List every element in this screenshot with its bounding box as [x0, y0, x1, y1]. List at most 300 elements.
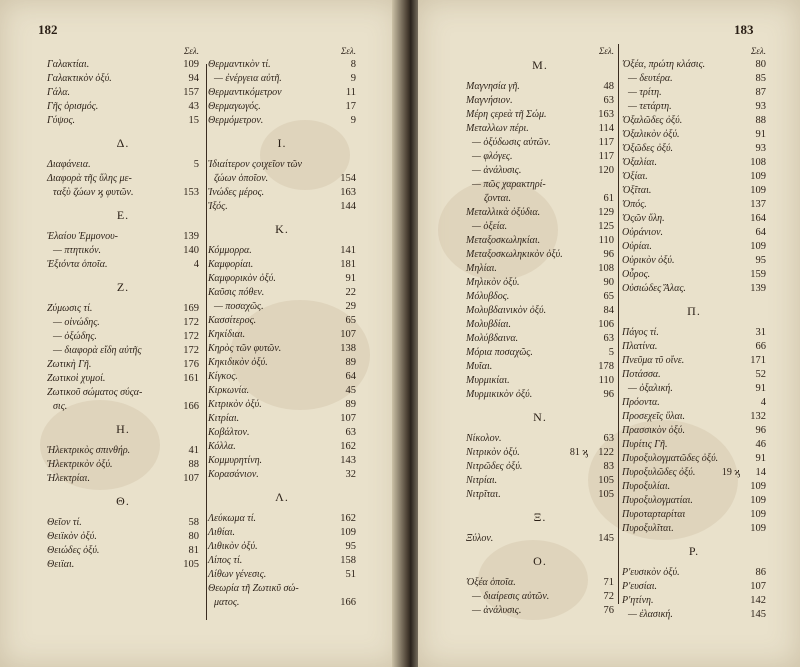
entry-page-number: 95	[755, 255, 766, 266]
entry-term: Ὀςῶν ὕλη.	[622, 213, 665, 224]
entry-term: Καμφορίαι.	[208, 259, 254, 270]
entry-page-number: 76	[603, 605, 614, 616]
section-letter: Ξ.	[533, 510, 547, 524]
entry-term: Γαλακτίαι.	[47, 59, 90, 70]
entry-page-number: 72	[603, 591, 614, 602]
entry-page-number: 41	[188, 445, 199, 456]
index-entry	[622, 184, 766, 198]
entry-page-number: 85	[755, 73, 766, 84]
index-entry	[622, 326, 766, 340]
column-rule	[618, 44, 619, 604]
index-entry	[622, 212, 766, 226]
entry-page-number: 178	[598, 361, 614, 372]
index-entry	[208, 512, 356, 526]
index-entry	[622, 86, 766, 100]
entry-page-number: 52	[755, 369, 766, 380]
index-entry	[208, 596, 356, 610]
entry-term: ταξὺ ζώων ϗ φυτῶν.	[53, 187, 134, 198]
index-entry	[622, 522, 766, 536]
entry-extra-page: 19 ϗ	[721, 467, 740, 478]
index-column	[47, 44, 199, 572]
spacer	[208, 150, 356, 158]
entry-page-number: 32	[345, 469, 356, 480]
entry-page-number: 89	[345, 357, 356, 368]
index-entry	[466, 94, 614, 108]
entry-term: Κηκιδικὸν ὀξύ.	[208, 357, 268, 368]
entry-term: Θεωρία τῆ Ζωτικῦ σώ-	[208, 583, 299, 594]
index-entry	[208, 244, 356, 258]
index-entry	[622, 142, 766, 156]
index-entry	[466, 388, 614, 402]
entry-term: Μαγνησία γῆ.	[466, 81, 520, 92]
entry-term: — ἐνέργεια αὐτῆ.	[214, 73, 282, 84]
index-entry	[47, 230, 199, 244]
index-entry	[622, 268, 766, 282]
index-entry	[208, 540, 356, 554]
entry-term: Πάγος τί.	[622, 327, 659, 338]
entry-term: Γῆς ὁρισμός.	[47, 101, 99, 112]
index-entry	[622, 198, 766, 212]
column-header: Σελ.	[340, 46, 356, 56]
entry-term: Ἐλαίου Ἐμμονου-	[47, 231, 119, 242]
entry-term: Λίπος τί.	[208, 555, 243, 566]
entry-page-number: 63	[603, 95, 614, 106]
entry-page-number: 22	[345, 287, 356, 298]
entry-page-number: 140	[183, 245, 199, 256]
spacer	[47, 128, 199, 136]
entry-page-number: 162	[340, 513, 356, 524]
index-entry	[47, 386, 199, 400]
index-entry	[208, 72, 356, 86]
index-entry	[622, 580, 766, 594]
entry-page-number: 166	[183, 401, 199, 412]
entry-page-number: 129	[598, 207, 614, 218]
entry-page-number: 109	[183, 59, 199, 70]
index-entry	[47, 516, 199, 530]
entry-term: Ὀξίαι.	[622, 171, 648, 182]
entry-term: Ἠλεκτρικὸς σπινθήρ.	[47, 445, 131, 456]
entry-term: Ὀξῶδες ὀξύ.	[622, 143, 674, 154]
entry-page-number: 107	[750, 581, 766, 592]
entry-page-number: 166	[340, 597, 356, 608]
column-header: Σελ.	[598, 46, 614, 56]
index-entry	[47, 114, 199, 128]
entry-term: — πτητικόν.	[53, 245, 102, 256]
index-entry	[622, 128, 766, 142]
entry-page-number: 159	[750, 269, 766, 280]
index-entry	[208, 258, 356, 272]
entry-term: Νίκολον.	[466, 433, 502, 444]
spacer	[208, 214, 356, 222]
index-entry	[466, 276, 614, 290]
page-number: 182	[38, 22, 58, 37]
entry-page-number: 107	[340, 329, 356, 340]
entry-page-number: 143	[340, 455, 356, 466]
index-entry	[466, 332, 614, 346]
spacer	[466, 502, 614, 510]
spacer	[47, 414, 199, 422]
index-entry	[47, 530, 199, 544]
index-entry	[208, 412, 356, 426]
entry-term: Θεῖον τί.	[47, 517, 82, 528]
index-entry	[466, 108, 614, 122]
entry-term: Θερμαντικόμετρον	[208, 87, 282, 98]
index-entry	[208, 186, 356, 200]
section-letter: Θ.	[116, 494, 130, 508]
index-entry	[466, 576, 614, 590]
index-entry	[466, 80, 614, 94]
entry-page-number: 51	[345, 569, 356, 580]
entry-page-number: 137	[750, 199, 766, 210]
entry-page-number: 91	[755, 129, 766, 140]
entry-page-number: 108	[750, 157, 766, 168]
index-entry	[466, 220, 614, 234]
section-letter: Ρ.	[688, 544, 700, 558]
index-entry	[208, 328, 356, 342]
entry-page-number: 171	[750, 355, 766, 366]
spacer	[47, 272, 199, 280]
index-entry	[47, 316, 199, 330]
section-letter: Λ.	[275, 490, 289, 504]
entry-page-number: 63	[603, 433, 614, 444]
entry-page-number: 63	[603, 333, 614, 344]
entry-page-number: 46	[755, 439, 766, 450]
entry-page-number: 157	[183, 87, 199, 98]
index-entry	[466, 474, 614, 488]
index-entry	[47, 86, 199, 100]
entry-term: Ρ'ητίνη.	[622, 595, 654, 606]
entry-page-number: 14	[755, 467, 766, 478]
index-entry	[622, 240, 766, 254]
entry-term: Νιτρῖται.	[466, 489, 501, 500]
index-entry	[47, 544, 199, 558]
entry-page-number: 86	[755, 567, 766, 578]
spacer	[208, 236, 356, 244]
entry-page-number: 84	[603, 305, 614, 316]
entry-page-number: 125	[598, 221, 614, 232]
index-entry	[208, 300, 356, 314]
entry-term: Πυροταρταρίται	[622, 509, 686, 520]
entry-term: Διαφάνεια.	[47, 159, 91, 170]
index-entry	[466, 346, 614, 360]
entry-term: Θερμόμετρον.	[208, 115, 264, 126]
index-entry	[47, 458, 199, 472]
index-entry	[208, 582, 356, 596]
entry-page-number: 110	[598, 375, 614, 386]
spacer	[466, 424, 614, 432]
entry-term: Πυροξυλίαι.	[622, 481, 671, 492]
entry-term: Ἰξός.	[208, 201, 228, 212]
index-entry	[466, 374, 614, 388]
right-page	[418, 0, 800, 667]
entry-term: Κοβάλτον.	[208, 427, 250, 438]
column-header: Σελ.	[750, 46, 766, 56]
entry-page-number: 31	[755, 327, 766, 338]
entry-page-number: 48	[603, 81, 614, 92]
entry-term: Μηλίαι.	[466, 263, 497, 274]
spacer	[47, 150, 199, 158]
index-entry	[466, 178, 614, 192]
entry-term: Ρ'ευσίαι.	[622, 581, 658, 592]
entry-term: ματος.	[214, 597, 240, 608]
entry-term: Κόλλα.	[208, 441, 236, 452]
entry-page-number: 138	[340, 343, 356, 354]
entry-term: Οὐράνιον.	[622, 227, 664, 238]
index-entry	[208, 426, 356, 440]
entry-page-number: 71	[603, 577, 614, 588]
entry-term: Προσεχεῖς ὕλαι.	[622, 411, 686, 422]
index-entry	[466, 604, 614, 618]
entry-page-number: 91	[755, 383, 766, 394]
entry-term: Οὖρος.	[622, 269, 651, 280]
entry-page-number: 153	[183, 187, 199, 198]
entry-page-number: 29	[345, 301, 356, 312]
entry-page-number: 91	[755, 453, 766, 464]
entry-page-number: 64	[755, 227, 766, 238]
entry-extra-page: 81 ϗ	[569, 447, 588, 458]
entry-page-number: 94	[188, 73, 199, 84]
entry-term: Ὀξαλικὸν ὀξύ.	[622, 129, 680, 140]
entry-term: Ἐξιόντα ὁποῖα.	[47, 259, 108, 270]
entry-term: Μαγνήσιον.	[466, 95, 513, 106]
entry-term: Μολύβδαινα.	[466, 333, 519, 344]
entry-term: Θειϊκὸν ὀξύ.	[47, 531, 97, 542]
index-entry	[47, 372, 199, 386]
entry-term: Ζωτικὴ Γῆ.	[47, 359, 92, 370]
entry-term: Μηλικὸν ὀξύ.	[466, 277, 520, 288]
section-letter: Κ.	[275, 222, 289, 236]
spacer	[208, 128, 356, 136]
entry-page-number: 107	[183, 473, 199, 484]
entry-term: — διαφορὰ εἴδη αὐτῆς	[53, 345, 142, 356]
entry-page-number: 83	[603, 461, 614, 472]
entry-term: Ποτάσσα.	[622, 369, 661, 380]
entry-page-number: 145	[750, 609, 766, 620]
entry-page-number: 5	[193, 159, 199, 170]
entry-term: Κηκίδιαι.	[208, 329, 246, 340]
entry-term: Λιθικὸν ὀξύ.	[208, 541, 258, 552]
index-entry	[466, 318, 614, 332]
index-entry	[208, 272, 356, 286]
entry-term: — ποσαχῶς.	[214, 301, 264, 312]
entry-term: — ὀξαλική.	[628, 383, 673, 394]
index-entry	[208, 468, 356, 482]
entry-term: Νιτρῶδες ὀξύ.	[466, 461, 523, 472]
index-entry	[208, 526, 356, 540]
spacer	[622, 536, 766, 544]
entry-term: Γάλα.	[47, 87, 71, 98]
index-entry	[466, 460, 614, 474]
index-entry	[466, 164, 614, 178]
index-entry	[208, 370, 356, 384]
entry-term: Κόμμορρα.	[208, 245, 252, 256]
index-entry	[47, 58, 199, 72]
index-entry	[208, 314, 356, 328]
index-entry	[208, 100, 356, 114]
index-entry	[466, 192, 614, 206]
index-entry	[466, 488, 614, 502]
index-entry	[47, 558, 199, 572]
entry-term: Ὀξαλῶδες ὀξύ.	[622, 115, 683, 126]
index-entry	[622, 58, 766, 72]
index-entry	[47, 72, 199, 86]
entry-page-number: 105	[598, 489, 614, 500]
entry-term: Ἰδιαίτερον ςοιχεῖον τῶν	[208, 159, 302, 170]
index-entry	[622, 282, 766, 296]
entry-page-number: 105	[598, 475, 614, 486]
spacer	[466, 546, 614, 554]
entry-page-number: 58	[188, 517, 199, 528]
entry-term: — φλόγες.	[472, 151, 513, 162]
entry-page-number: 109	[750, 185, 766, 196]
entry-term: Μέρη ςερεὰ τῆ Σώμ.	[466, 109, 547, 120]
index-entry	[622, 508, 766, 522]
entry-page-number: 96	[755, 425, 766, 436]
entry-term: Μόρια ποσαχῶς.	[466, 347, 533, 358]
spacer	[466, 524, 614, 532]
entry-page-number: 172	[183, 331, 199, 342]
entry-page-number: 132	[750, 411, 766, 422]
entry-term: Νιτρίαι.	[466, 475, 498, 486]
index-entry	[622, 396, 766, 410]
index-entry	[47, 186, 199, 200]
section-letter: Δ.	[116, 136, 130, 150]
entry-term: — ἐλασική.	[628, 609, 673, 620]
entry-page-number: 163	[340, 187, 356, 198]
index-entry	[622, 254, 766, 268]
section-letter: Ζ.	[116, 280, 130, 294]
entry-page-number: 17	[345, 101, 356, 112]
column-header: Σελ.	[183, 46, 199, 56]
spacer	[47, 294, 199, 302]
entry-page-number: 154	[340, 173, 356, 184]
index-entry	[47, 302, 199, 316]
index-entry	[622, 156, 766, 170]
spacer	[622, 296, 766, 304]
index-entry	[622, 100, 766, 114]
entry-term: Νιτρικὸν ὀξύ.	[466, 447, 520, 458]
entry-term: Πυροξυλῶδες ὀξύ.	[622, 467, 696, 478]
spacer	[622, 318, 766, 326]
entry-page-number: 161	[183, 373, 199, 384]
entry-term: Οὐρικὸν ὀξύ.	[622, 255, 675, 266]
entry-term: Οὐσιώδες Ἄλας.	[622, 283, 686, 294]
entry-page-number: 162	[340, 441, 356, 452]
spacer	[47, 508, 199, 516]
index-entry	[208, 172, 356, 186]
entry-page-number: 109	[750, 509, 766, 520]
entry-term: Ζύμωσις τί.	[47, 303, 93, 314]
index-entry	[47, 172, 199, 186]
index-entry	[622, 340, 766, 354]
entry-term: — πῶς χαρακτηρί-	[472, 179, 546, 190]
entry-page-number: 172	[183, 317, 199, 328]
entry-term: Πνεῦμα τῦ οἴνε.	[622, 355, 685, 366]
entry-term: Ξύλον.	[466, 533, 494, 544]
section-letter: Π.	[687, 304, 701, 318]
spacer	[622, 558, 766, 566]
entry-page-number: 88	[188, 459, 199, 470]
entry-term: Κηρὸς τῶν φυτῶν.	[208, 343, 282, 354]
index-entry	[622, 382, 766, 396]
index-entry	[208, 356, 356, 370]
entry-page-number: 141	[340, 245, 356, 256]
index-entry	[208, 342, 356, 356]
entry-term: Θειϊαι.	[47, 559, 75, 570]
entry-page-number: 65	[345, 315, 356, 326]
entry-page-number: 109	[340, 527, 356, 538]
entry-page-number: 145	[598, 533, 614, 544]
entry-term: Ὀξέα ὁποῖα.	[466, 577, 516, 588]
spacer	[47, 436, 199, 444]
index-entry	[466, 532, 614, 546]
entry-term: Πυροξυλογματίαι.	[622, 495, 693, 506]
index-entry	[47, 472, 199, 486]
spacer	[47, 222, 199, 230]
entry-page-number: 142	[750, 595, 766, 606]
entry-term: Λίθων γένεσις.	[208, 569, 267, 580]
page-number: 183	[734, 22, 754, 37]
entry-term: Ζωτικοὶ χυμοί.	[47, 373, 106, 384]
entry-page-number: 163	[598, 109, 614, 120]
entry-page-number: 66	[755, 341, 766, 352]
entry-page-number: 172	[183, 345, 199, 356]
entry-term: Πυροξυλῖται.	[622, 523, 674, 534]
entry-page-number: 96	[603, 389, 614, 400]
index-entry	[466, 262, 614, 276]
entry-page-number: 8	[350, 59, 356, 70]
index-entry	[47, 344, 199, 358]
section-letter: Ν.	[533, 410, 547, 424]
entry-page-number: 93	[755, 101, 766, 112]
entry-term: Πρασσικὸν ὀξύ.	[622, 425, 686, 436]
index-entry	[208, 286, 356, 300]
entry-page-number: 109	[750, 495, 766, 506]
entry-term: Ρ'ευσικὸν ὀξύ.	[622, 567, 680, 578]
index-entry	[466, 432, 614, 446]
entry-page-number: 87	[755, 87, 766, 98]
index-entry	[208, 200, 356, 214]
entry-page-number: 110	[598, 235, 614, 246]
index-entry	[208, 440, 356, 454]
index-entry	[622, 452, 766, 466]
entry-page-number: 90	[603, 277, 614, 288]
entry-page-number: 63	[345, 427, 356, 438]
entry-page-number: 11	[345, 87, 356, 98]
entry-term: Κομμυρητίνη.	[208, 455, 263, 466]
entry-page-number: 45	[345, 385, 356, 396]
entry-term: — δευτέρα.	[628, 73, 673, 84]
entry-term: — ἀνάλυσις.	[472, 605, 522, 616]
entry-page-number: 139	[750, 283, 766, 294]
entry-term: — ἀνάλυσις.	[472, 165, 522, 176]
index-entry	[47, 330, 199, 344]
index-entry	[622, 466, 766, 480]
entry-term: Ὀξαλίαι.	[622, 157, 657, 168]
index-entry	[622, 566, 766, 580]
entry-term: — διαίρεσις αὐτῶν.	[472, 591, 550, 602]
entry-term: Διαφορὰ τῆς ὕλης με-	[47, 173, 132, 184]
spacer	[208, 504, 356, 512]
index-entry	[466, 150, 614, 164]
entry-page-number: 65	[603, 291, 614, 302]
entry-page-number: 114	[598, 123, 614, 134]
index-entry	[208, 86, 356, 100]
entry-term: Πρόοντα.	[622, 397, 660, 408]
index-entry	[466, 304, 614, 318]
entry-term: Μεταλλικὰ ὀξύδια.	[466, 207, 541, 218]
entry-term: — ὀξώδης.	[53, 331, 97, 342]
